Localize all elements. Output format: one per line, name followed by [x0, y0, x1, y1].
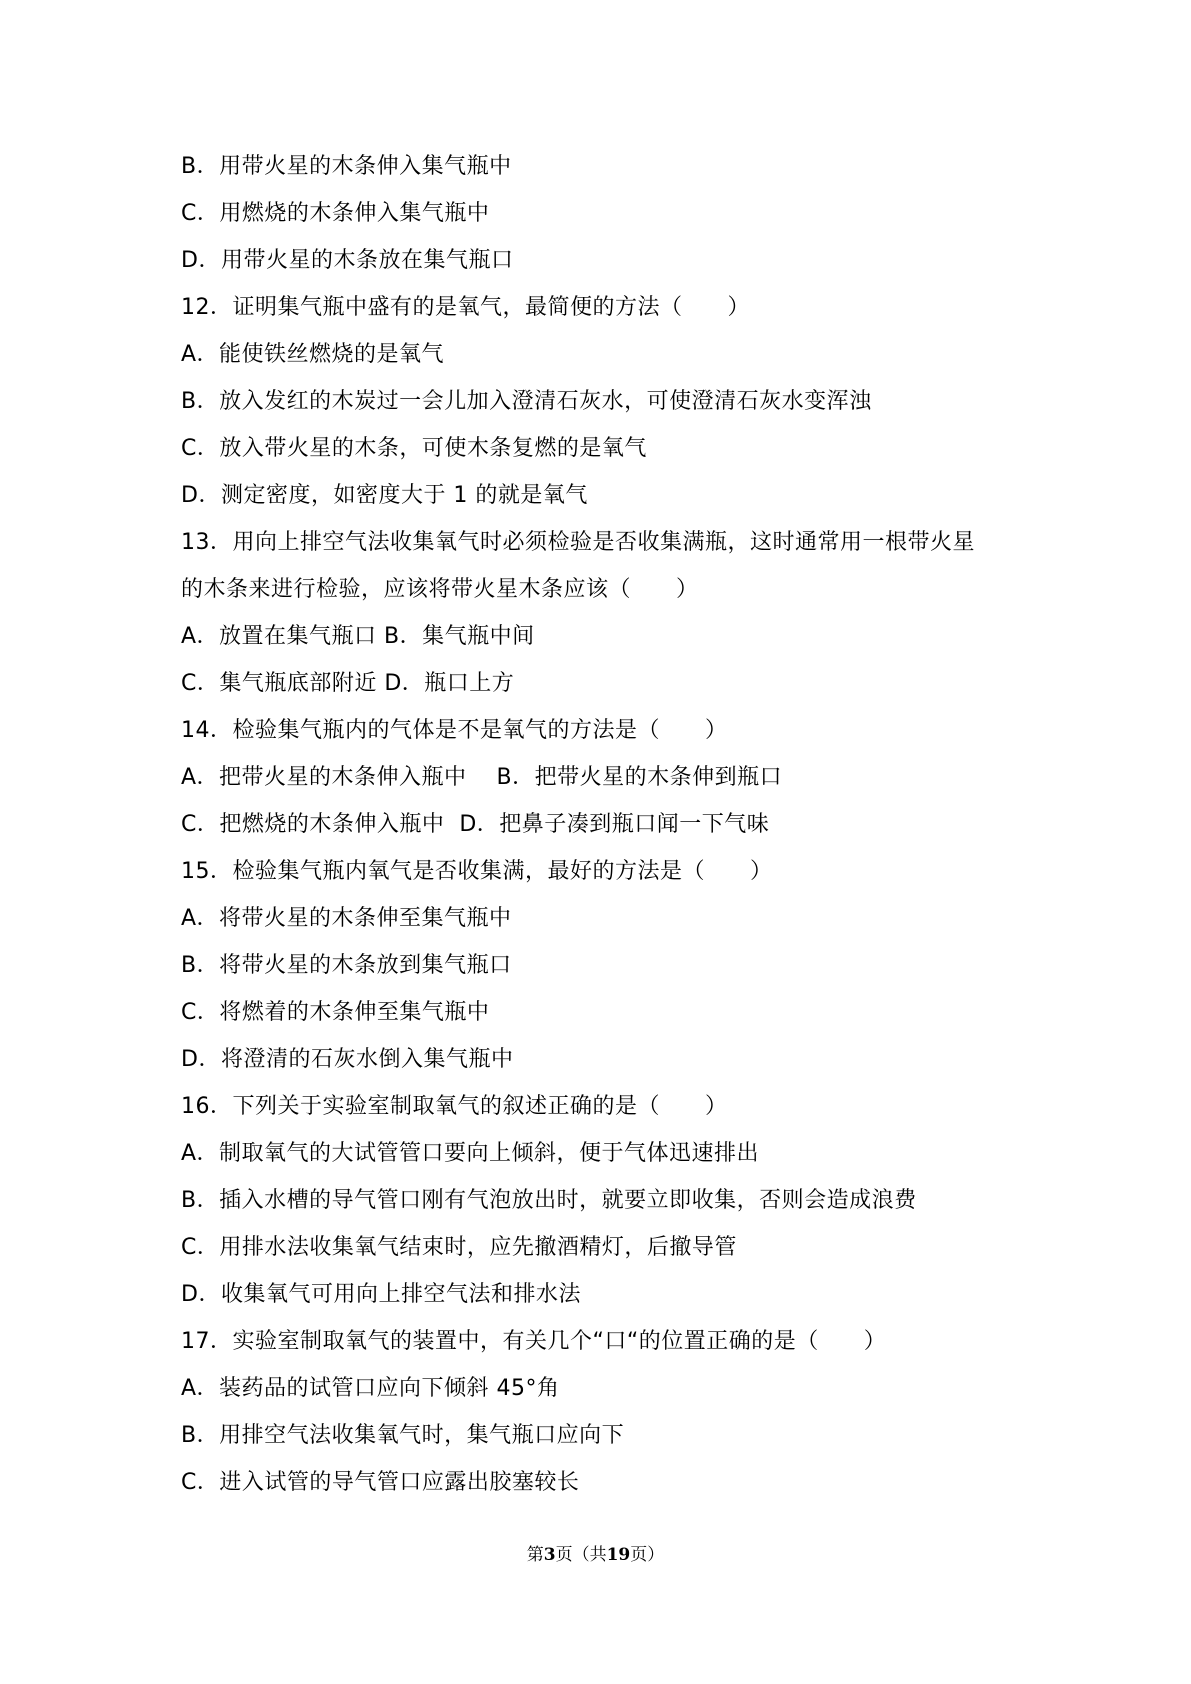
question-text-block	[181, 143, 1021, 1506]
total-page-count: 19	[606, 1545, 631, 1565]
text-line: C．将燃着的木条伸至集气瓶中	[181, 1000, 490, 1025]
question-16: 16．下列关于实验室制取氧气的叙述正确的是（ ）	[181, 1094, 728, 1119]
footer-suffix: 页）	[630, 1545, 665, 1565]
text-line: B．将带火星的木条放到集气瓶口	[181, 953, 512, 978]
text-line: B．用带火星的木条伸入集气瓶中	[181, 154, 512, 179]
footer-prefix: 第	[526, 1545, 544, 1565]
page-footer	[0, 1543, 1191, 1567]
text-line: C．用排水法收集氧气结束时，应先撤酒精灯，后撤导管	[181, 1235, 737, 1260]
question-13: 13．用向上排空气法收集氧气时必须检验是否收集满瓶，这时通常用一根带火星	[181, 530, 975, 555]
question-14: 14．检验集气瓶内的气体是不是氧气的方法是（ ）	[181, 718, 728, 743]
text-line: C．用燃烧的木条伸入集气瓶中	[181, 201, 490, 226]
current-page-number: 3	[543, 1545, 556, 1565]
text-line: C．放入带火星的木条，可使木条复燃的是氧气	[181, 436, 647, 461]
text-line: A．将带火星的木条伸至集气瓶中	[181, 906, 512, 931]
text-line: B．用排空气法收集氧气时，集气瓶口应向下	[181, 1423, 625, 1448]
footer-middle: 页（共	[555, 1545, 607, 1565]
text-line: C．进入试管的导气管口应露出胶塞较长	[181, 1470, 580, 1495]
question-15: 15．检验集气瓶内氧气是否收集满，最好的方法是（ ）	[181, 859, 773, 884]
text-line: A．制取氧气的大试管管口要向上倾斜，便于气体迅速排出	[181, 1141, 760, 1166]
text-line: B．插入水槽的导气管口刚有气泡放出时，就要立即收集，否则会造成浪费	[181, 1188, 917, 1213]
text-line: C．集气瓶底部附近 D．瓶口上方	[181, 671, 515, 696]
text-line: D．将澄清的石灰水倒入集气瓶中	[181, 1047, 514, 1072]
text-line: B．放入发红的木炭过一会儿加入澄清石灰水，可使澄清石灰水变浑浊	[181, 389, 872, 414]
text-line: A．能使铁丝燃烧的是氧气	[181, 342, 445, 367]
text-line: C．把燃烧的木条伸入瓶中 D．把鼻子凑到瓶口闻一下气味	[181, 812, 770, 837]
text-line: 的木条来进行检验，应该将带火星木条应该（ ）	[181, 577, 699, 602]
text-line: D．测定密度，如密度大于 1 的就是氧气	[181, 483, 588, 508]
text-line: D．用带火星的木条放在集气瓶口	[181, 248, 514, 273]
text-line: D．收集氧气可用向上排空气法和排水法	[181, 1282, 581, 1307]
text-line: A．装药品的试管口应向下倾斜 45°角	[181, 1376, 560, 1401]
question-12: 12．证明集气瓶中盛有的是氧气，最简便的方法（ ）	[181, 295, 750, 320]
text-line: A．放置在集气瓶口 B．集气瓶中间	[181, 624, 535, 649]
question-17: 17．实验室制取氧气的装置中，有关几个“口“的位置正确的是（ ）	[181, 1329, 887, 1354]
text-line: A．把带火星的木条伸入瓶中 B．把带火星的木条伸到瓶口	[181, 765, 783, 790]
